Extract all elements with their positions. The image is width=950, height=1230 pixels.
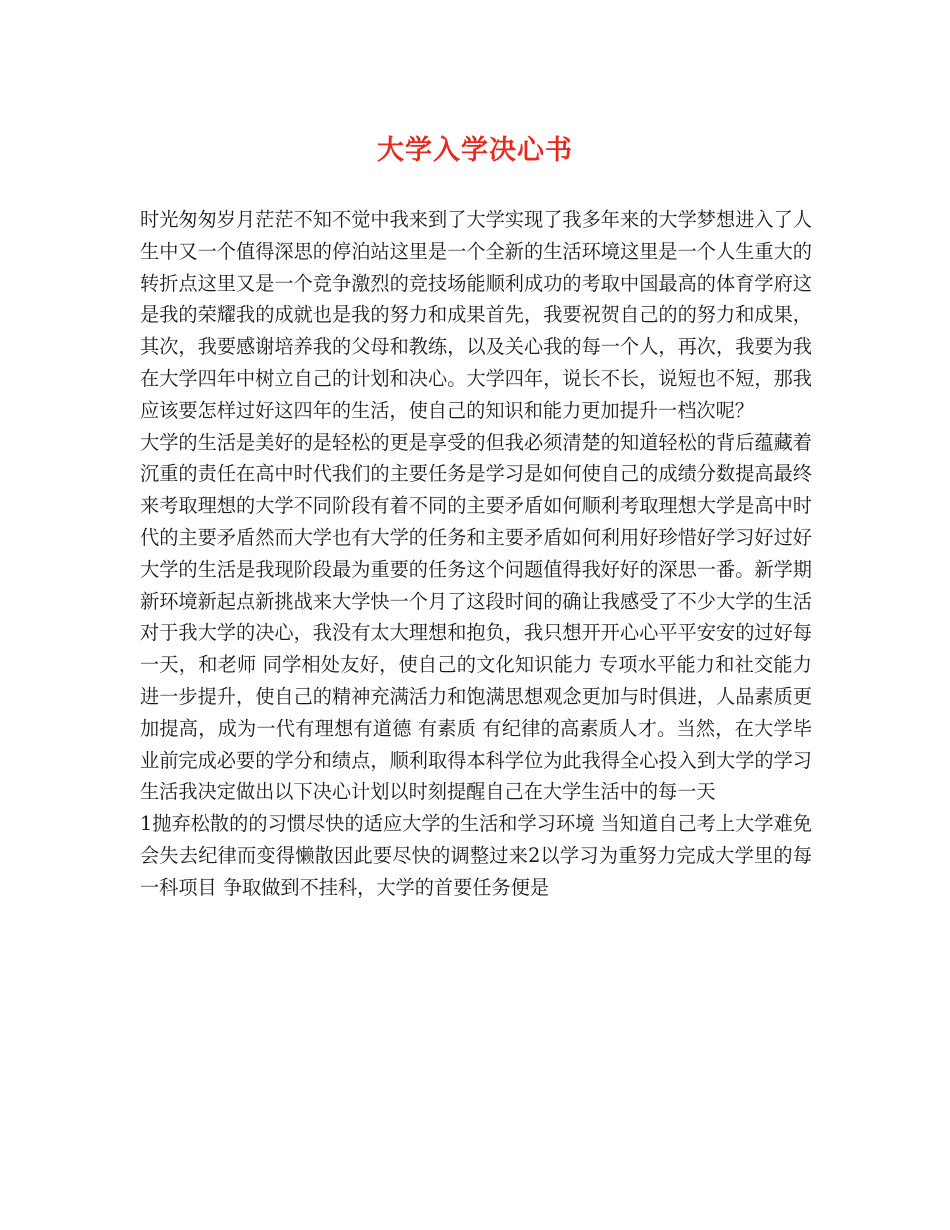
document-title: 大学入学决心书	[377, 135, 573, 166]
paragraph-1: 时光匆匆岁月茫茫不知不觉中我来到了大学实现了我多年来的大学梦想进入了人生中又一个值得深思的停泊站这里是一个全新的生活环境这里是一个人生重大的转折点这里又是一个竞争激烈的竞技场能顺利成功的考取中国最高的体育学府这是我的荣耀我的成就也是我的努力和成果首先，我要祝贺自己的的努力和成果，其次，我要感谢培养我的父母和教练，以及关心我的每一个人，再次，我要为我在大学四年中树立自己的计划和决心。大学四年，说长不长，说短也不短，那我应该要怎样过好这四年的生活，使自己的知识和能力更加提升一档次呢？	[140, 208, 812, 422]
paragraph-3: 1抛弃松散的的习惯尽快的适应大学的生活和学习环境 当知道自己考上大学难免会失去纪律而变得懒散因此要尽快的调整过来2以学习为重努力完成大学里的每一科项目 争取做到不挂科，大学的首要任务便是	[140, 812, 812, 899]
paragraph-2: 大学的生活是美好的是轻松的更是享受的但我必须清楚的知道轻松的背后蕴藏着沉重的责任在高中时代我们的主要任务是学习是如何使自己的成绩分数提高最终来考取理想的大学不同阶段有着不同的主要矛盾如何顺利考取理想大学是高中时代的主要矛盾然而大学也有大学的任务和主要矛盾如何利用好珍惜好学习好过好大学的生活是我现阶段最为重要的任务这个问题值得我好好的深思一番。新学期新环境新起点新挑战来大学快一个月了这段时间的确让我感受了不少大学的生活对于我大学的决心，我没有太大理想和抱负，我只想开开心心平平安安的过好每一天，和老师 同学相处友好，使自己的文化知识能力 专项水平能力和社交能力进一步提升，使自己的精神充满活力和饱满思想观念更加与时俱进，人品素质更加提高，成为一代有理想有道德 有素质 有纪律的高素质人才。当然，在大学毕业前完成必要的学分和绩点，顺利取得本科学位为此我得全心投入到大学的学习生活我决定做出以下决心计划以时刻提醒自己在大学生活中的每一天	[140, 430, 812, 804]
document-body	[140, 204, 812, 904]
